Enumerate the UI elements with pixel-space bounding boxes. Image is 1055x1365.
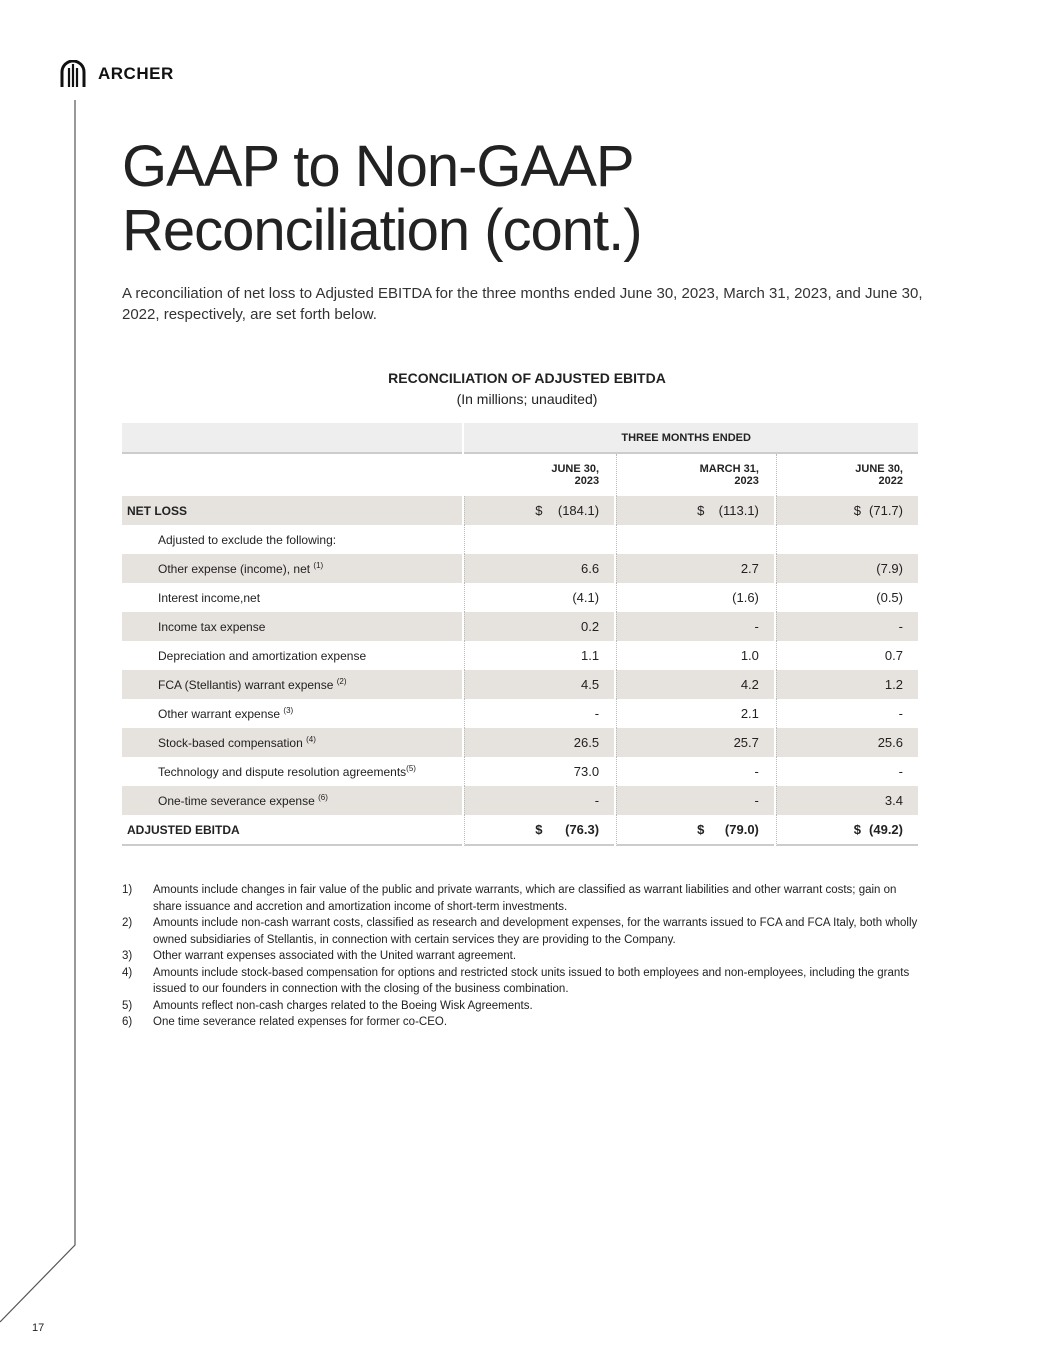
value-cell: (4.1) [464, 583, 614, 612]
value-cell: - [776, 699, 918, 728]
footnote-number: 6) [122, 1016, 133, 1028]
footnote [122, 1014, 922, 1031]
value-cell: - [776, 757, 918, 786]
value-cell: $ (79.0) [616, 815, 774, 846]
value-cell: - [464, 699, 614, 728]
footnote-text: Other warrant expenses associated with the United warrant agreement. [153, 950, 517, 962]
footnote-number: 2) [122, 917, 133, 929]
row-label: One-time severance expense $^{(6)}$ [122, 786, 462, 815]
table-title: RECONCILIATION OF ADJUSTED EBITDA [388, 370, 666, 386]
value-cell: 1.2 [776, 670, 918, 699]
value-cell: - [616, 612, 774, 641]
value-cell: - [616, 786, 774, 815]
row-label: FCA (Stellantis) warrant expense $^{(2)}$ [122, 670, 462, 699]
value-cell: - [616, 757, 774, 786]
value-cell [776, 525, 918, 554]
intro-paragraph: A reconciliation of net loss to Adjusted EBITDA for the three months ended June 30, 2023, March 31, 2023, and June 30, 2022, respectively, are set forth below. [122, 285, 923, 323]
row-label: Interest income,net [158, 590, 261, 605]
table-row [122, 670, 918, 699]
footnote-text: Amounts reflect non-cash charges related to the Boeing Wisk Agreements. [153, 999, 533, 1012]
table-row [122, 757, 918, 786]
value-cell: 0.7 [776, 641, 918, 670]
value-cell [464, 525, 614, 554]
column-header: JUNE 30, 2023 [551, 463, 600, 487]
archer-logo-icon [60, 60, 86, 88]
row-label: Stock-based compensation $^{(4)}$ [122, 728, 462, 757]
value-cell: $ (184.1) [464, 496, 614, 525]
currency-symbol: $ [535, 503, 543, 518]
footnote [122, 882, 922, 915]
footnote-text: Amounts include changes in fair value of the public and private warrants, which are classified as warrant liabilities and other warrant costs; gain on share issuance and accretion and amortization income of short-term investments. [153, 884, 897, 913]
row-label: Other expense (income), net $^{(1)}$ [122, 554, 462, 583]
table-row [122, 815, 918, 846]
footnote [122, 965, 922, 998]
row-label: Other warrant expense $^{(3)}$ [158, 706, 294, 721]
value-cell: 1.1 [464, 641, 614, 670]
title-line-2: Reconciliation (cont.) [122, 198, 642, 263]
row-label: NET LOSS [122, 496, 462, 525]
footnote [122, 998, 922, 1015]
value-cell: 2.7 [616, 554, 774, 583]
column-header: JUNE 30, 2022 [776, 454, 918, 496]
value-cell: 25.6 [776, 728, 918, 757]
table-row [122, 641, 918, 670]
value-cell: 0.2 [464, 612, 614, 641]
footnote-number: 5) [122, 999, 133, 1012]
currency-symbol: $ [535, 822, 543, 837]
value-cell: 26.5 [464, 728, 614, 757]
footnotes [122, 882, 922, 1031]
table-row [122, 699, 918, 728]
value-cell: - [464, 786, 614, 815]
footnote-number: 3) [122, 950, 133, 962]
footnote-text: Amounts include stock-based compensation for options and restricted stock units issued to both employees and non-employees, including the grants issued to our founders in connection with the closing of the business combination. [153, 966, 910, 995]
reconciliation-table [120, 423, 920, 846]
value-cell: 1.0 [616, 641, 774, 670]
table-row [122, 728, 918, 757]
value-cell: 4.2 [616, 670, 774, 699]
brand-name: ARCHER [98, 64, 174, 83]
table-group-header [122, 423, 918, 454]
value-cell [616, 525, 774, 554]
row-label: Technology and dispute resolution agreements$^{(5)}$ [158, 764, 416, 779]
column-header: MARCH 31, 2023 [616, 454, 774, 496]
value-cell: 73.0 [464, 757, 614, 786]
page-title [122, 135, 642, 263]
value-cell: (7.9) [776, 554, 918, 583]
archer-logo [60, 60, 174, 88]
footnote-text: One time severance related expenses for former co-CEO. [153, 1016, 448, 1028]
row-label: Adjusted to exclude the following: [158, 532, 337, 547]
value-cell: - [776, 612, 918, 641]
value-cell: (0.5) [776, 583, 918, 612]
value-cell: 2.1 [616, 699, 774, 728]
footnote [122, 948, 922, 965]
value-cell: $ (49.2) [776, 815, 918, 846]
value-cell: 4.5 [464, 670, 614, 699]
footnote [122, 915, 922, 948]
table-row [122, 525, 918, 554]
value-cell: 6.6 [464, 554, 614, 583]
row-label: Depreciation and amortization expense [158, 648, 367, 663]
value-cell: (1.6) [616, 583, 774, 612]
row-label: Income tax expense [122, 612, 462, 641]
value-cell: 3.4 [776, 786, 918, 815]
value-cell: $ (113.1) [616, 496, 774, 525]
value-cell: $ (76.3) [464, 815, 614, 846]
title-line-1: GAAP to Non-GAAP [122, 134, 634, 199]
row-label: ADJUSTED EBITDA [122, 815, 462, 846]
table-row [122, 786, 918, 815]
footnote-number: 1) [122, 884, 133, 896]
table-column-headers [122, 454, 918, 496]
table-row [122, 612, 918, 641]
table-subtitle: (In millions; unaudited) [456, 391, 598, 407]
table-row [122, 583, 918, 612]
currency-symbol: $ [853, 503, 862, 518]
footnote-number: 4) [122, 966, 133, 979]
currency-symbol: $ [853, 822, 862, 837]
currency-symbol: $ [697, 503, 705, 518]
value-cell: $ (71.7) [776, 496, 918, 525]
page-number: 17 [32, 1322, 45, 1334]
currency-symbol: $ [697, 822, 705, 837]
footnote-text: Amounts include non-cash warrant costs, classified as research and development expenses, for the warrants issued to FCA and FCA Italy, both wholly owned subsidiaries of Stellantis, in connection with certain services they are providing to the Company. [153, 917, 918, 946]
table-row [122, 554, 918, 583]
value-cell: 25.7 [616, 728, 774, 757]
table-row [122, 496, 918, 525]
group-header-label: THREE MONTHS ENDED [464, 423, 918, 454]
